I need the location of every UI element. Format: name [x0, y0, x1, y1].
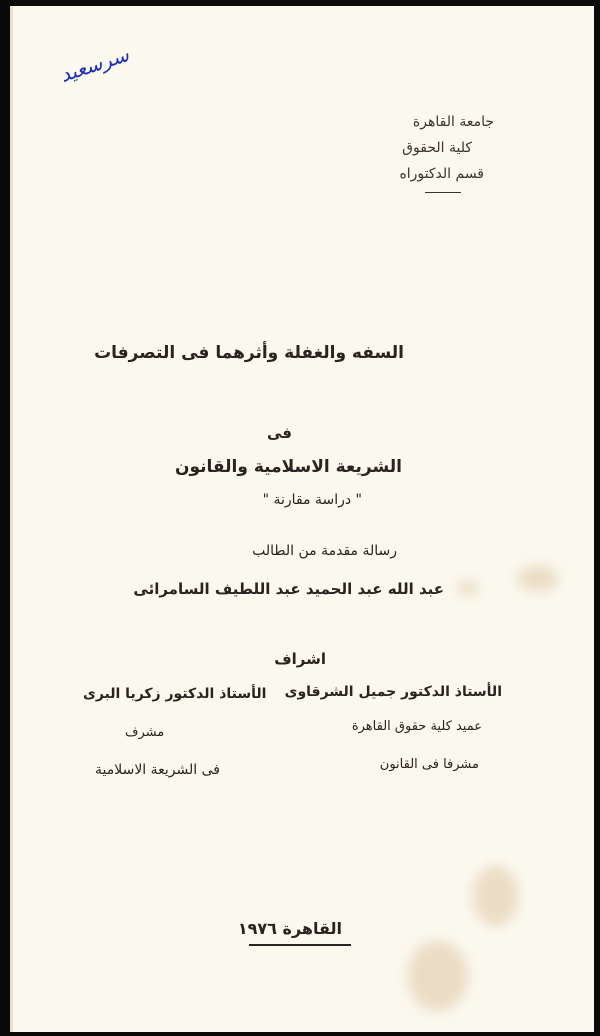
supervisor-right-title: عميد كلية حقوق القاهرة: [351, 719, 482, 734]
stain: [408, 941, 468, 1011]
thesis-title-line1: السفه والغفلة وأثرهما فى التصرفات: [94, 343, 404, 363]
document-page: [10, 6, 594, 1032]
faculty-name: كلية الحقوق: [402, 140, 472, 156]
stain: [518, 566, 558, 591]
place-year: القاهرة ١٩٧٦: [237, 919, 342, 938]
university-name: جامعة القاهرة: [412, 114, 494, 130]
submission-intro: رسالة مقدمة من الطالب: [252, 543, 397, 559]
supervisor-left-title: مشرف: [125, 725, 165, 740]
supervisor-left-name: الأستاذ الدكتور زكريا البرى: [83, 686, 267, 702]
department-name: قسم الدكتوراه: [399, 166, 484, 182]
supervision-heading: اشراف: [274, 650, 326, 668]
student-name: عبد الله عبد الحميد عبد اللطيف السامرائى: [133, 580, 444, 598]
handwritten-note: سرسعيد: [57, 42, 132, 87]
supervisor-right-role: مشرفا فى القانون: [379, 757, 479, 772]
thesis-title-line3: الشريعة الاسلامية والقانون: [174, 457, 402, 477]
stain: [473, 866, 518, 926]
thesis-subtitle: " دراسة مقارنة ": [262, 492, 362, 508]
footer-underline: [249, 944, 351, 946]
header-divider: [425, 192, 461, 193]
stain: [458, 581, 478, 596]
supervisor-left-role: فى الشريعة الاسلامية: [95, 762, 220, 778]
supervisor-right-name: الأستاذ الدكتور جميل الشرقاوى: [284, 684, 502, 700]
thesis-title-line2: فى: [267, 424, 292, 442]
